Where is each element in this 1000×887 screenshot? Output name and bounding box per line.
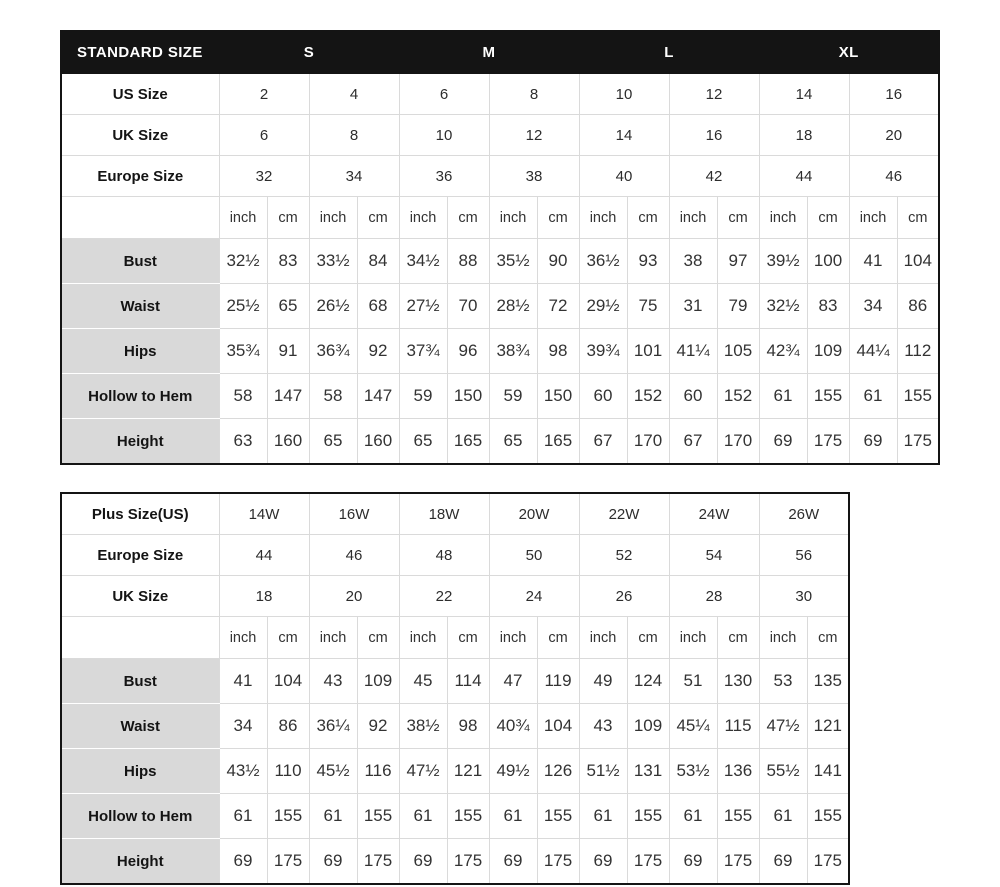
measure-value-cell: 160 bbox=[357, 419, 399, 465]
measure-value-cell: 49½ bbox=[489, 749, 537, 794]
measure-value-cell: 61 bbox=[219, 794, 267, 839]
unit-inch-label: inch bbox=[489, 617, 537, 659]
measure-value-cell: 65 bbox=[489, 419, 537, 465]
measure-value-cell: 43 bbox=[309, 659, 357, 704]
measure-value-cell: 36½ bbox=[579, 239, 627, 284]
measure-value-cell: 141 bbox=[807, 749, 849, 794]
unit-cm-label: cm bbox=[447, 617, 489, 659]
size-value-cell: 20W bbox=[489, 493, 579, 535]
unit-cm-label: cm bbox=[627, 617, 669, 659]
measure-value-cell: 69 bbox=[219, 839, 267, 885]
measure-value-cell: 69 bbox=[309, 839, 357, 885]
size-value-cell: 18W bbox=[399, 493, 489, 535]
measure-value-cell: 59 bbox=[399, 374, 447, 419]
measure-value-cell: 34 bbox=[849, 284, 897, 329]
unit-cm-label: cm bbox=[627, 197, 669, 239]
measure-value-cell: 38½ bbox=[399, 704, 447, 749]
measure-value-cell: 58 bbox=[219, 374, 267, 419]
size-value-cell: 56 bbox=[759, 535, 849, 576]
size-value-cell: 38 bbox=[489, 156, 579, 197]
size-row-label: UK Size bbox=[61, 576, 219, 617]
measure-value-cell: 175 bbox=[807, 839, 849, 885]
measure-value-cell: 175 bbox=[267, 839, 309, 885]
measure-value-cell: 59 bbox=[489, 374, 537, 419]
size-row-label: Europe Size bbox=[61, 535, 219, 576]
measurement-row bbox=[61, 839, 849, 885]
size-value-cell: 16 bbox=[669, 115, 759, 156]
measure-value-cell: 121 bbox=[807, 704, 849, 749]
table-header-row bbox=[61, 31, 939, 74]
measure-row-label: Bust bbox=[61, 659, 219, 704]
measure-value-cell: 34½ bbox=[399, 239, 447, 284]
measure-value-cell: 31 bbox=[669, 284, 717, 329]
size-value-cell: 14W bbox=[219, 493, 309, 535]
size-value-cell: 46 bbox=[849, 156, 939, 197]
unit-inch-label: inch bbox=[669, 617, 717, 659]
unit-cm-label: cm bbox=[357, 197, 399, 239]
measure-value-cell: 109 bbox=[627, 704, 669, 749]
measure-value-cell: 112 bbox=[897, 329, 939, 374]
size-value-cell: 18 bbox=[219, 576, 309, 617]
measure-value-cell: 175 bbox=[807, 419, 849, 465]
measure-value-cell: 90 bbox=[537, 239, 579, 284]
unit-cm-label: cm bbox=[537, 197, 579, 239]
measure-value-cell: 98 bbox=[447, 704, 489, 749]
measure-value-cell: 43 bbox=[579, 704, 627, 749]
measure-value-cell: 43½ bbox=[219, 749, 267, 794]
unit-cm-label: cm bbox=[357, 617, 399, 659]
measure-value-cell: 55½ bbox=[759, 749, 807, 794]
unit-cm-label: cm bbox=[717, 617, 759, 659]
measure-value-cell: 34 bbox=[219, 704, 267, 749]
size-value-cell: 26 bbox=[579, 576, 669, 617]
unit-row bbox=[61, 617, 849, 659]
measure-value-cell: 98 bbox=[537, 329, 579, 374]
unit-inch-label: inch bbox=[309, 197, 357, 239]
unit-cm-label: cm bbox=[267, 197, 309, 239]
measure-value-cell: 61 bbox=[759, 794, 807, 839]
size-group-label: L bbox=[579, 31, 759, 74]
measure-value-cell: 75 bbox=[627, 284, 669, 329]
measure-value-cell: 67 bbox=[669, 419, 717, 465]
measure-row-label: Height bbox=[61, 839, 219, 885]
size-value-cell: 20 bbox=[849, 115, 939, 156]
measure-value-cell: 92 bbox=[357, 329, 399, 374]
measure-value-cell: 61 bbox=[669, 794, 717, 839]
size-value-cell: 28 bbox=[669, 576, 759, 617]
measure-value-cell: 88 bbox=[447, 239, 489, 284]
measure-value-cell: 150 bbox=[447, 374, 489, 419]
measure-value-cell: 119 bbox=[537, 659, 579, 704]
measure-row-label: Waist bbox=[61, 284, 219, 329]
unit-inch-label: inch bbox=[309, 617, 357, 659]
measure-value-cell: 37¾ bbox=[399, 329, 447, 374]
measure-value-cell: 155 bbox=[717, 794, 759, 839]
measure-value-cell: 109 bbox=[357, 659, 399, 704]
measure-value-cell: 152 bbox=[717, 374, 759, 419]
measure-row-label: Hollow to Hem bbox=[61, 794, 219, 839]
measure-value-cell: 155 bbox=[267, 794, 309, 839]
size-value-cell: 42 bbox=[669, 156, 759, 197]
measure-value-cell: 26½ bbox=[309, 284, 357, 329]
unit-inch-label: inch bbox=[669, 197, 717, 239]
size-value-cell: 44 bbox=[219, 535, 309, 576]
unit-inch-label: inch bbox=[579, 197, 627, 239]
measure-value-cell: 35½ bbox=[489, 239, 537, 284]
size-value-cell: 36 bbox=[399, 156, 489, 197]
measure-value-cell: 35¾ bbox=[219, 329, 267, 374]
measure-value-cell: 28½ bbox=[489, 284, 537, 329]
measure-value-cell: 114 bbox=[447, 659, 489, 704]
table-corner-cell bbox=[61, 617, 219, 659]
measure-value-cell: 61 bbox=[399, 794, 447, 839]
measure-value-cell: 61 bbox=[489, 794, 537, 839]
size-value-cell: 18 bbox=[759, 115, 849, 156]
unit-inch-label: inch bbox=[399, 197, 447, 239]
size-value-cell: 32 bbox=[219, 156, 309, 197]
size-value-cell: 52 bbox=[579, 535, 669, 576]
size-conversion-row bbox=[61, 115, 939, 156]
measurement-row bbox=[61, 704, 849, 749]
measurement-row bbox=[61, 659, 849, 704]
unit-inch-label: inch bbox=[219, 617, 267, 659]
measure-value-cell: 116 bbox=[357, 749, 399, 794]
size-row-label: Plus Size(US) bbox=[61, 493, 219, 535]
size-value-cell: 22W bbox=[579, 493, 669, 535]
unit-row bbox=[61, 197, 939, 239]
measure-value-cell: 175 bbox=[897, 419, 939, 465]
unit-cm-label: cm bbox=[807, 617, 849, 659]
measure-value-cell: 39½ bbox=[759, 239, 807, 284]
measure-value-cell: 45½ bbox=[309, 749, 357, 794]
measure-value-cell: 51½ bbox=[579, 749, 627, 794]
measure-value-cell: 69 bbox=[849, 419, 897, 465]
size-row-label: UK Size bbox=[61, 115, 219, 156]
measure-value-cell: 170 bbox=[717, 419, 759, 465]
measure-value-cell: 101 bbox=[627, 329, 669, 374]
size-value-cell: 34 bbox=[309, 156, 399, 197]
unit-inch-label: inch bbox=[579, 617, 627, 659]
measure-value-cell: 155 bbox=[447, 794, 489, 839]
size-value-cell: 16W bbox=[309, 493, 399, 535]
measure-value-cell: 47 bbox=[489, 659, 537, 704]
measure-value-cell: 69 bbox=[399, 839, 447, 885]
measure-value-cell: 135 bbox=[807, 659, 849, 704]
measure-value-cell: 33½ bbox=[309, 239, 357, 284]
measure-value-cell: 61 bbox=[579, 794, 627, 839]
plus-size-table bbox=[60, 492, 850, 885]
measure-value-cell: 109 bbox=[807, 329, 849, 374]
measure-value-cell: 63 bbox=[219, 419, 267, 465]
measure-value-cell: 69 bbox=[759, 419, 807, 465]
measure-value-cell: 47½ bbox=[759, 704, 807, 749]
measure-value-cell: 70 bbox=[447, 284, 489, 329]
size-value-cell: 26W bbox=[759, 493, 849, 535]
measure-value-cell: 61 bbox=[849, 374, 897, 419]
measure-value-cell: 47½ bbox=[399, 749, 447, 794]
size-group-label: XL bbox=[759, 31, 939, 74]
size-value-cell: 50 bbox=[489, 535, 579, 576]
unit-cm-label: cm bbox=[537, 617, 579, 659]
measure-row-label: Height bbox=[61, 419, 219, 465]
size-value-cell: 8 bbox=[489, 74, 579, 115]
measure-value-cell: 51 bbox=[669, 659, 717, 704]
measure-value-cell: 83 bbox=[267, 239, 309, 284]
measure-value-cell: 67 bbox=[579, 419, 627, 465]
size-value-cell: 44 bbox=[759, 156, 849, 197]
measure-value-cell: 39¾ bbox=[579, 329, 627, 374]
measure-value-cell: 155 bbox=[537, 794, 579, 839]
measure-value-cell: 155 bbox=[897, 374, 939, 419]
measure-value-cell: 104 bbox=[897, 239, 939, 284]
measure-row-label: Bust bbox=[61, 239, 219, 284]
size-group-label: M bbox=[399, 31, 579, 74]
size-value-cell: 48 bbox=[399, 535, 489, 576]
measure-value-cell: 41 bbox=[849, 239, 897, 284]
measure-value-cell: 147 bbox=[357, 374, 399, 419]
measure-value-cell: 165 bbox=[537, 419, 579, 465]
measure-value-cell: 69 bbox=[579, 839, 627, 885]
measure-value-cell: 38 bbox=[669, 239, 717, 284]
size-value-cell: 10 bbox=[399, 115, 489, 156]
measure-row-label: Hips bbox=[61, 749, 219, 794]
unit-cm-label: cm bbox=[447, 197, 489, 239]
standard-size-title: STANDARD SIZE bbox=[61, 31, 219, 74]
unit-inch-label: inch bbox=[219, 197, 267, 239]
size-value-cell: 8 bbox=[309, 115, 399, 156]
standard-size-table bbox=[60, 30, 940, 465]
measure-value-cell: 126 bbox=[537, 749, 579, 794]
measure-value-cell: 61 bbox=[309, 794, 357, 839]
measurement-row bbox=[61, 329, 939, 374]
size-value-cell: 12 bbox=[489, 115, 579, 156]
size-value-cell: 22 bbox=[399, 576, 489, 617]
measure-value-cell: 104 bbox=[267, 659, 309, 704]
unit-cm-label: cm bbox=[267, 617, 309, 659]
measure-value-cell: 36¾ bbox=[309, 329, 357, 374]
size-conversion-row bbox=[61, 535, 849, 576]
size-value-cell: 30 bbox=[759, 576, 849, 617]
measure-value-cell: 155 bbox=[627, 794, 669, 839]
size-value-cell: 24W bbox=[669, 493, 759, 535]
measure-value-cell: 53½ bbox=[669, 749, 717, 794]
measure-value-cell: 175 bbox=[717, 839, 759, 885]
measure-row-label: Waist bbox=[61, 704, 219, 749]
measure-value-cell: 93 bbox=[627, 239, 669, 284]
measure-value-cell: 155 bbox=[807, 794, 849, 839]
size-group-label: S bbox=[219, 31, 399, 74]
size-value-cell: 4 bbox=[309, 74, 399, 115]
measure-value-cell: 65 bbox=[309, 419, 357, 465]
unit-inch-label: inch bbox=[489, 197, 537, 239]
measure-value-cell: 91 bbox=[267, 329, 309, 374]
measure-value-cell: 104 bbox=[537, 704, 579, 749]
measure-value-cell: 42¾ bbox=[759, 329, 807, 374]
measure-value-cell: 130 bbox=[717, 659, 759, 704]
measure-value-cell: 175 bbox=[627, 839, 669, 885]
measure-value-cell: 41 bbox=[219, 659, 267, 704]
measure-value-cell: 72 bbox=[537, 284, 579, 329]
measure-value-cell: 175 bbox=[537, 839, 579, 885]
measurement-row bbox=[61, 284, 939, 329]
size-row-label: Europe Size bbox=[61, 156, 219, 197]
measure-value-cell: 40¾ bbox=[489, 704, 537, 749]
measure-value-cell: 60 bbox=[669, 374, 717, 419]
measure-value-cell: 60 bbox=[579, 374, 627, 419]
measure-value-cell: 86 bbox=[267, 704, 309, 749]
measure-value-cell: 105 bbox=[717, 329, 759, 374]
size-value-cell: 12 bbox=[669, 74, 759, 115]
measure-value-cell: 38¾ bbox=[489, 329, 537, 374]
measure-value-cell: 65 bbox=[399, 419, 447, 465]
unit-inch-label: inch bbox=[759, 617, 807, 659]
measure-value-cell: 110 bbox=[267, 749, 309, 794]
size-value-cell: 20 bbox=[309, 576, 399, 617]
measure-value-cell: 69 bbox=[489, 839, 537, 885]
size-conversion-row bbox=[61, 156, 939, 197]
measure-row-label: Hollow to Hem bbox=[61, 374, 219, 419]
measurement-row bbox=[61, 419, 939, 465]
measure-value-cell: 84 bbox=[357, 239, 399, 284]
measure-value-cell: 86 bbox=[897, 284, 939, 329]
size-value-cell: 14 bbox=[759, 74, 849, 115]
measure-value-cell: 58 bbox=[309, 374, 357, 419]
unit-inch-label: inch bbox=[849, 197, 897, 239]
size-value-cell: 16 bbox=[849, 74, 939, 115]
unit-inch-label: inch bbox=[399, 617, 447, 659]
size-row-label: US Size bbox=[61, 74, 219, 115]
measure-value-cell: 152 bbox=[627, 374, 669, 419]
measurement-row bbox=[61, 374, 939, 419]
unit-cm-label: cm bbox=[897, 197, 939, 239]
measure-value-cell: 61 bbox=[759, 374, 807, 419]
measure-value-cell: 36¼ bbox=[309, 704, 357, 749]
measure-value-cell: 45 bbox=[399, 659, 447, 704]
measure-value-cell: 53 bbox=[759, 659, 807, 704]
size-value-cell: 2 bbox=[219, 74, 309, 115]
measure-value-cell: 100 bbox=[807, 239, 849, 284]
measure-value-cell: 147 bbox=[267, 374, 309, 419]
measure-value-cell: 49 bbox=[579, 659, 627, 704]
measure-value-cell: 69 bbox=[759, 839, 807, 885]
size-value-cell: 10 bbox=[579, 74, 669, 115]
measure-value-cell: 68 bbox=[357, 284, 399, 329]
measure-value-cell: 165 bbox=[447, 419, 489, 465]
measure-value-cell: 69 bbox=[669, 839, 717, 885]
measure-value-cell: 79 bbox=[717, 284, 759, 329]
measure-value-cell: 175 bbox=[357, 839, 399, 885]
measure-value-cell: 121 bbox=[447, 749, 489, 794]
unit-cm-label: cm bbox=[717, 197, 759, 239]
measure-value-cell: 155 bbox=[807, 374, 849, 419]
measure-value-cell: 150 bbox=[537, 374, 579, 419]
measure-value-cell: 29½ bbox=[579, 284, 627, 329]
measurement-row bbox=[61, 749, 849, 794]
measure-value-cell: 83 bbox=[807, 284, 849, 329]
measure-value-cell: 155 bbox=[357, 794, 399, 839]
measure-value-cell: 136 bbox=[717, 749, 759, 794]
unit-inch-label: inch bbox=[759, 197, 807, 239]
measure-value-cell: 44¼ bbox=[849, 329, 897, 374]
measure-value-cell: 92 bbox=[357, 704, 399, 749]
measure-value-cell: 160 bbox=[267, 419, 309, 465]
measure-value-cell: 115 bbox=[717, 704, 759, 749]
measurement-row bbox=[61, 239, 939, 284]
size-value-cell: 6 bbox=[399, 74, 489, 115]
measurement-row bbox=[61, 794, 849, 839]
size-conversion-row bbox=[61, 74, 939, 115]
size-value-cell: 40 bbox=[579, 156, 669, 197]
measure-value-cell: 170 bbox=[627, 419, 669, 465]
size-value-cell: 54 bbox=[669, 535, 759, 576]
measure-value-cell: 97 bbox=[717, 239, 759, 284]
size-value-cell: 14 bbox=[579, 115, 669, 156]
measure-value-cell: 124 bbox=[627, 659, 669, 704]
measure-row-label: Hips bbox=[61, 329, 219, 374]
measure-value-cell: 27½ bbox=[399, 284, 447, 329]
size-conversion-row bbox=[61, 576, 849, 617]
measure-value-cell: 45¼ bbox=[669, 704, 717, 749]
measure-value-cell: 131 bbox=[627, 749, 669, 794]
size-value-cell: 24 bbox=[489, 576, 579, 617]
size-conversion-row bbox=[61, 493, 849, 535]
measure-value-cell: 25½ bbox=[219, 284, 267, 329]
unit-cm-label: cm bbox=[807, 197, 849, 239]
table-corner-cell bbox=[61, 197, 219, 239]
size-value-cell: 6 bbox=[219, 115, 309, 156]
measure-value-cell: 96 bbox=[447, 329, 489, 374]
measure-value-cell: 41¼ bbox=[669, 329, 717, 374]
size-value-cell: 46 bbox=[309, 535, 399, 576]
measure-value-cell: 175 bbox=[447, 839, 489, 885]
measure-value-cell: 65 bbox=[267, 284, 309, 329]
measure-value-cell: 32½ bbox=[759, 284, 807, 329]
measure-value-cell: 32½ bbox=[219, 239, 267, 284]
